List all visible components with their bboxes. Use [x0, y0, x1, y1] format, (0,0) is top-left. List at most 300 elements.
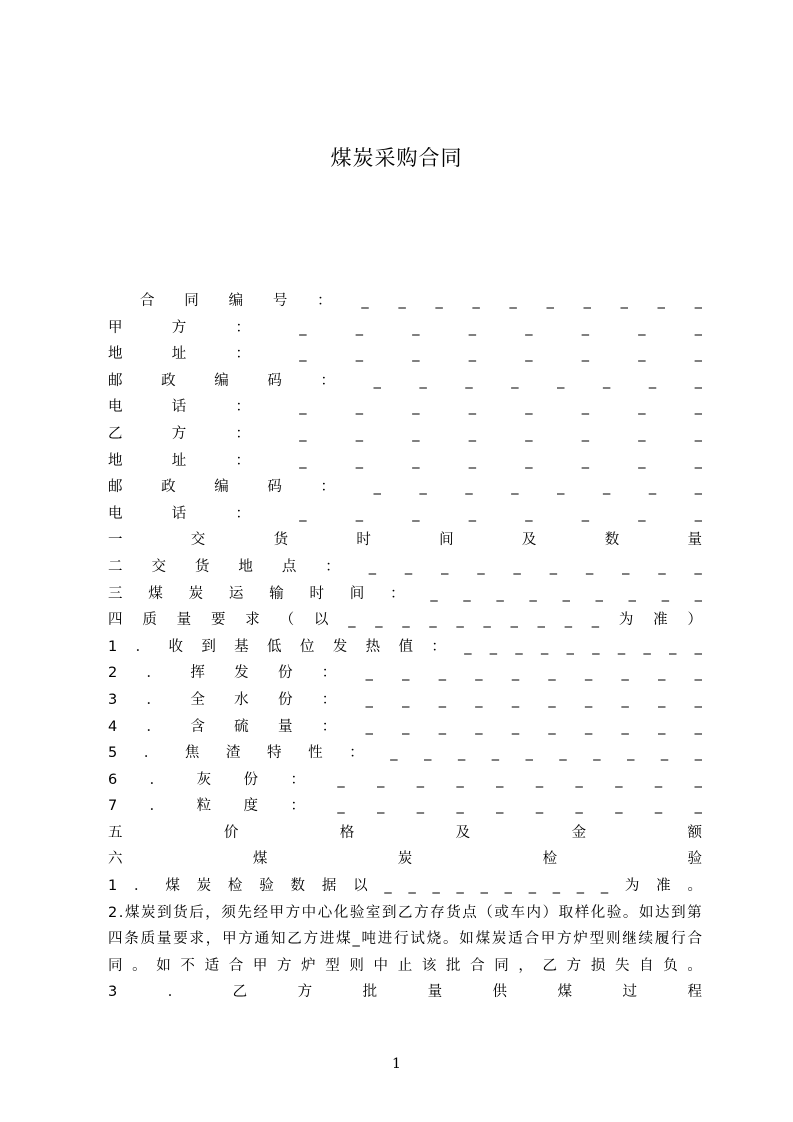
blank-underscore: _ — [528, 878, 536, 895]
contract-line — [108, 581, 702, 608]
line-char: 据 — [321, 878, 337, 895]
blank-underscore: _ — [541, 638, 549, 655]
line-char: 时 — [309, 585, 324, 602]
line-char: 乙 — [108, 425, 123, 442]
line-char: 货 — [194, 558, 210, 575]
line-char: 点 — [281, 558, 297, 575]
line-char: 7 — [108, 798, 118, 815]
line-char: ： — [290, 798, 305, 815]
line-char: 2 — [108, 665, 118, 682]
line-char: 收 — [168, 638, 183, 655]
line-char: 价 — [223, 824, 239, 841]
line-char: 挥 — [190, 665, 205, 682]
line-char: 甲 — [222, 931, 237, 948]
blank-underscore: _ — [557, 479, 565, 496]
line-char: 炭 — [141, 904, 156, 921]
blank-underscore: _ — [398, 293, 406, 309]
blank-underscore: _ — [375, 612, 383, 629]
blank-underscore: _ — [525, 505, 533, 522]
line-char: 同 — [108, 957, 123, 974]
line-char: 乙 — [232, 984, 248, 1001]
blank-underscore: _ — [355, 319, 363, 336]
blank-underscore: _ — [489, 638, 498, 655]
blank-underscore: _ — [299, 505, 307, 522]
line-char: 货 — [173, 904, 188, 921]
blank-underscore: _ — [548, 691, 556, 708]
line-char: 量 — [156, 931, 172, 948]
line-char: 交 — [151, 558, 166, 575]
blank-underscore: _ — [600, 878, 609, 895]
contract-line — [108, 341, 702, 368]
contract-body — [108, 288, 702, 1006]
blank-underscore: _ — [299, 346, 307, 363]
contract-line — [108, 554, 702, 581]
line-char: 编 — [214, 372, 229, 389]
paragraph-line — [108, 900, 702, 927]
blank-underscore: _ — [416, 798, 425, 815]
blank-underscore: _ — [603, 479, 611, 496]
blank-underscore: _ — [694, 585, 702, 602]
blank-underscore: _ — [638, 425, 646, 442]
blank-underscore: _ — [564, 612, 572, 629]
blank-underscore: _ — [694, 505, 702, 522]
line-char: 甲 — [269, 904, 285, 921]
contract-line — [108, 846, 702, 873]
line-char: 编 — [228, 293, 244, 309]
line-char: 煤 — [336, 931, 351, 948]
line-char: 特 — [267, 745, 282, 762]
blank-underscore: _ — [638, 505, 646, 522]
line-char: 码 — [267, 479, 282, 496]
line-char: 炉 — [301, 957, 316, 974]
line-char: 样 — [574, 904, 590, 921]
line-char: 地 — [238, 558, 253, 575]
blank-underscore: _ — [483, 612, 491, 629]
line-char: 四 — [108, 931, 123, 948]
line-char: 方 — [557, 931, 572, 948]
blank-underscore: _ — [638, 399, 646, 416]
line-char: 质 — [140, 931, 156, 948]
line-char: 后 — [189, 904, 204, 921]
paragraph-line — [108, 953, 702, 980]
document-title: 煤炭采购合同 — [330, 146, 463, 170]
blank-underscore: _ — [361, 293, 369, 309]
line-char: 验 — [259, 878, 274, 895]
blank-underscore: _ — [511, 479, 519, 496]
blank-underscore: _ — [622, 558, 630, 575]
line-char: 进 — [319, 931, 335, 948]
blank-underscore: _ — [299, 399, 307, 416]
line-char: （ — [478, 904, 493, 921]
blank-underscore: _ — [438, 718, 446, 735]
line-char: _ — [352, 931, 360, 948]
line-char: 输 — [269, 585, 284, 602]
line-char: 方 — [414, 904, 429, 921]
line-char: ） — [687, 612, 702, 629]
line-char: 型 — [589, 931, 605, 948]
line-char: 合 — [524, 931, 539, 948]
line-char: 份 — [277, 665, 293, 682]
blank-underscore: _ — [546, 293, 554, 309]
line-char: 量 — [687, 532, 702, 549]
blank-underscore: _ — [404, 558, 413, 575]
line-char: 车 — [510, 904, 525, 921]
blank-underscore: _ — [511, 665, 520, 682]
line-char: 先 — [237, 904, 252, 921]
line-char: 金 — [571, 824, 587, 841]
line-char: 到 — [671, 904, 686, 921]
line-char: ） — [542, 904, 558, 921]
line-char: 或 — [494, 904, 509, 921]
blank-underscore: _ — [463, 585, 471, 602]
blank-underscore: _ — [529, 585, 537, 602]
line-char: 求 — [245, 612, 260, 629]
blank-underscore: _ — [465, 372, 473, 389]
blank-underscore: _ — [412, 425, 420, 442]
paragraph-line — [108, 926, 702, 953]
line-char: 电 — [108, 505, 123, 522]
blank-underscore: _ — [638, 319, 646, 336]
line-char: 同 — [184, 293, 199, 309]
line-char: 验 — [606, 904, 622, 921]
line-char: 化 — [333, 904, 349, 921]
contract-line — [108, 368, 702, 395]
blank-underscore: _ — [432, 878, 440, 895]
blank-underscore: _ — [615, 771, 623, 788]
line-char: 止 — [397, 957, 413, 974]
line-char: 自 — [639, 957, 654, 974]
line-char: 渣 — [225, 745, 241, 762]
blank-underscore: _ — [475, 665, 483, 682]
line-char: 方 — [238, 931, 253, 948]
blank-underscore: _ — [535, 798, 544, 815]
line-char: 吨 — [361, 931, 376, 948]
line-char: 3 — [108, 984, 118, 1001]
blank-underscore: _ — [475, 691, 483, 708]
line-char: 5 — [108, 745, 118, 762]
line-char: 四 — [108, 612, 123, 629]
line-char: 三 — [108, 585, 123, 602]
blank-underscore: _ — [694, 771, 702, 788]
line-char: 。 — [622, 904, 638, 921]
line-char: 话 — [171, 399, 187, 416]
line-char: 基 — [234, 638, 249, 655]
line-char: 值 — [398, 638, 413, 655]
line-char: ． — [134, 878, 149, 895]
blank-underscore: _ — [591, 612, 599, 629]
blank-underscore: _ — [621, 665, 629, 682]
line-char: ： — [349, 745, 364, 762]
line-char: 时 — [356, 532, 371, 549]
blank-underscore: _ — [424, 745, 432, 762]
blank-underscore: _ — [509, 293, 517, 309]
blank-underscore: _ — [472, 293, 480, 309]
blank-underscore: _ — [438, 665, 446, 682]
line-char: 五 — [108, 824, 123, 841]
line-char: ： — [317, 293, 332, 309]
blank-underscore: _ — [621, 691, 629, 708]
line-char: 该 — [421, 957, 437, 974]
blank-underscore: _ — [412, 319, 420, 336]
blank-underscore: _ — [694, 558, 702, 575]
line-char: 负 — [663, 957, 678, 974]
blank-underscore: _ — [430, 585, 438, 602]
paragraph-line — [108, 979, 702, 1006]
line-char: 方 — [303, 931, 319, 948]
line-char: ． — [135, 638, 151, 655]
blank-underscore: _ — [548, 665, 556, 682]
blank-underscore: _ — [513, 558, 521, 575]
line-char: 址 — [171, 346, 187, 363]
blank-underscore: _ — [365, 665, 373, 682]
line-char: 甲 — [540, 931, 556, 948]
line-char: 炭 — [397, 851, 413, 868]
blank-underscore: _ — [477, 558, 485, 575]
line-char: 烧 — [426, 931, 442, 948]
line-char: 一 — [108, 532, 123, 549]
blank-underscore: _ — [584, 691, 593, 708]
line-char: 全 — [190, 691, 205, 708]
line-char: 到 — [157, 904, 172, 921]
line-char: 室 — [365, 904, 381, 921]
line-char: 履 — [654, 931, 670, 948]
line-char: 6 — [108, 771, 118, 788]
blank-underscore: _ — [576, 878, 585, 895]
contract-line — [108, 501, 702, 528]
blank-underscore: _ — [628, 585, 636, 602]
line-char: 进 — [377, 931, 393, 948]
blank-underscore: _ — [658, 558, 666, 575]
line-char: 。 — [132, 957, 147, 974]
line-char: 煤 — [124, 904, 140, 921]
blank-underscore: _ — [456, 878, 464, 895]
line-char: 准 — [656, 878, 671, 895]
blank-underscore: _ — [559, 745, 567, 762]
line-char: ． — [167, 984, 183, 1001]
blank-underscore: _ — [299, 452, 307, 469]
line-char: 则 — [349, 957, 364, 974]
line-char: 煤 — [252, 851, 268, 868]
line-char: 煤 — [148, 585, 163, 602]
blank-underscore: _ — [669, 638, 677, 655]
line-char: 1 — [108, 638, 118, 655]
blank-underscore: _ — [511, 691, 520, 708]
blank-underscore: _ — [510, 612, 518, 629]
blank-underscore: _ — [337, 798, 345, 815]
line-char: 合 — [140, 293, 155, 309]
blank-underscore: _ — [525, 452, 533, 469]
line-char: ． — [149, 771, 165, 788]
line-char: 1 — [108, 878, 118, 895]
line-char: ： — [320, 372, 335, 389]
line-char: 运 — [228, 585, 244, 602]
line-char: 方 — [171, 425, 187, 442]
line-char: 条 — [124, 931, 139, 948]
blank-underscore: _ — [658, 718, 666, 735]
line-char: ： — [321, 718, 337, 735]
line-char: ． — [149, 798, 165, 815]
blank-underscore: _ — [496, 771, 504, 788]
blank-underscore: _ — [648, 479, 657, 496]
blank-underscore: _ — [416, 771, 425, 788]
blank-underscore: _ — [464, 638, 472, 655]
blank-underscore: _ — [368, 558, 376, 575]
blank-underscore: _ — [412, 452, 420, 469]
blank-underscore: _ — [525, 425, 533, 442]
line-char: 及 — [521, 532, 537, 549]
blank-underscore: _ — [575, 771, 583, 788]
line-char: ： — [235, 346, 250, 363]
blank-underscore: _ — [465, 479, 473, 496]
blank-underscore: _ — [348, 612, 356, 629]
blank-underscore: _ — [638, 346, 646, 363]
blank-underscore: _ — [402, 612, 410, 629]
line-char: 炉 — [573, 931, 588, 948]
line-char: ． — [146, 718, 162, 735]
blank-underscore: _ — [525, 399, 533, 416]
blank-underscore: _ — [468, 425, 476, 442]
blank-underscore: _ — [504, 878, 512, 895]
blank-underscore: _ — [620, 293, 628, 309]
contract-line — [108, 873, 702, 900]
line-char: 求 — [189, 931, 204, 948]
blank-underscore: _ — [412, 505, 420, 522]
line-char: 点 — [462, 904, 477, 921]
line-char: 为 — [618, 612, 634, 629]
blank-underscore: _ — [581, 452, 589, 469]
page-number: 1 — [392, 1056, 401, 1072]
line-char: 验 — [687, 851, 702, 868]
line-char: 方 — [285, 904, 301, 921]
blank-underscore: _ — [621, 718, 629, 735]
line-char: 通 — [254, 931, 270, 948]
line-char: 间 — [439, 532, 454, 549]
line-char: 批 — [445, 957, 461, 974]
contract-line — [108, 288, 702, 315]
blank-underscore: _ — [562, 585, 570, 602]
line-char: ： — [290, 771, 305, 788]
line-char: 为 — [624, 878, 640, 895]
contract-line — [108, 687, 702, 714]
line-char: 及 — [455, 824, 471, 841]
line-char: 合 — [470, 957, 485, 974]
line-char: 检 — [542, 851, 558, 868]
line-char: 如 — [638, 904, 654, 921]
line-char: ． — [146, 665, 162, 682]
blank-underscore: _ — [299, 319, 307, 336]
blank-underscore: _ — [355, 452, 363, 469]
blank-underscore: _ — [595, 585, 603, 602]
line-char: 知 — [270, 931, 286, 948]
line-char: 要 — [210, 612, 226, 629]
blank-underscore: _ — [552, 878, 560, 895]
line-char: 失 — [614, 957, 630, 974]
line-char: 炭 — [491, 931, 507, 948]
blank-underscore: _ — [661, 585, 669, 602]
line-char: 乙 — [398, 904, 413, 921]
line-char: ， — [518, 957, 533, 974]
line-char: ： — [320, 479, 335, 496]
blank-underscore: _ — [575, 798, 583, 815]
line-char: 甲 — [108, 319, 123, 336]
blank-underscore: _ — [377, 798, 385, 815]
line-char: ： — [321, 691, 337, 708]
line-char: 二 — [108, 558, 123, 575]
blank-underscore: _ — [419, 479, 427, 496]
line-char: 供 — [492, 984, 508, 1001]
blank-underscore: _ — [581, 425, 589, 442]
blank-underscore: _ — [694, 638, 702, 655]
blank-underscore: _ — [402, 691, 410, 708]
contract-line — [108, 527, 702, 554]
line-char: 方 — [171, 319, 187, 336]
line-char: 低 — [267, 638, 282, 655]
line-char: 2 — [108, 904, 118, 921]
line-char: 同 — [494, 957, 509, 974]
line-char: 位 — [299, 638, 315, 655]
contract-line — [108, 714, 702, 741]
line-char: 达 — [655, 904, 670, 921]
blank-underscore: _ — [438, 691, 446, 708]
line-char: 合 — [228, 957, 244, 974]
line-char: 甲 — [252, 957, 268, 974]
line-char: 六 — [108, 851, 123, 868]
blank-underscore: _ — [566, 638, 574, 655]
line-char: 不 — [180, 957, 195, 974]
line-char: 发 — [234, 665, 249, 682]
line-char: 炭 — [188, 585, 204, 602]
line-char: ： — [321, 665, 337, 682]
line-char: 如 — [156, 957, 171, 974]
contract-line — [108, 793, 702, 820]
line-char: 量 — [176, 612, 192, 629]
line-char: 合 — [687, 931, 702, 948]
blank-underscore: _ — [468, 346, 476, 363]
line-char: 行 — [671, 931, 686, 948]
blank-underscore: _ — [468, 452, 476, 469]
line-char: . — [118, 904, 124, 921]
blank-underscore: _ — [694, 319, 702, 336]
line-char: 货 — [273, 532, 289, 549]
blank-underscore: _ — [535, 771, 544, 788]
contract-line — [108, 634, 702, 661]
line-char: 格 — [339, 824, 355, 841]
blank-underscore: _ — [581, 399, 589, 416]
blank-underscore: _ — [491, 745, 500, 762]
blank-underscore: _ — [468, 505, 476, 522]
line-char: ： — [235, 452, 250, 469]
blank-underscore: _ — [373, 372, 381, 389]
blank-underscore: _ — [355, 425, 363, 442]
blank-underscore: _ — [694, 745, 702, 762]
line-char: 。 — [687, 878, 702, 895]
line-char: 心 — [317, 904, 333, 921]
line-char: 取 — [558, 904, 574, 921]
blank-underscore: _ — [390, 745, 398, 762]
blank-underscore: _ — [694, 346, 702, 363]
blank-underscore: _ — [480, 878, 488, 895]
blank-underscore: _ — [511, 718, 520, 735]
blank-underscore: _ — [557, 372, 565, 389]
blank-underscore: _ — [525, 346, 533, 363]
line-char: （ — [279, 612, 295, 629]
blank-underscore: _ — [658, 665, 666, 682]
line-char: 电 — [108, 399, 123, 416]
blank-underscore: _ — [615, 798, 623, 815]
blank-underscore: _ — [549, 558, 557, 575]
blank-underscore: _ — [412, 399, 420, 416]
blank-underscore: _ — [648, 372, 657, 389]
